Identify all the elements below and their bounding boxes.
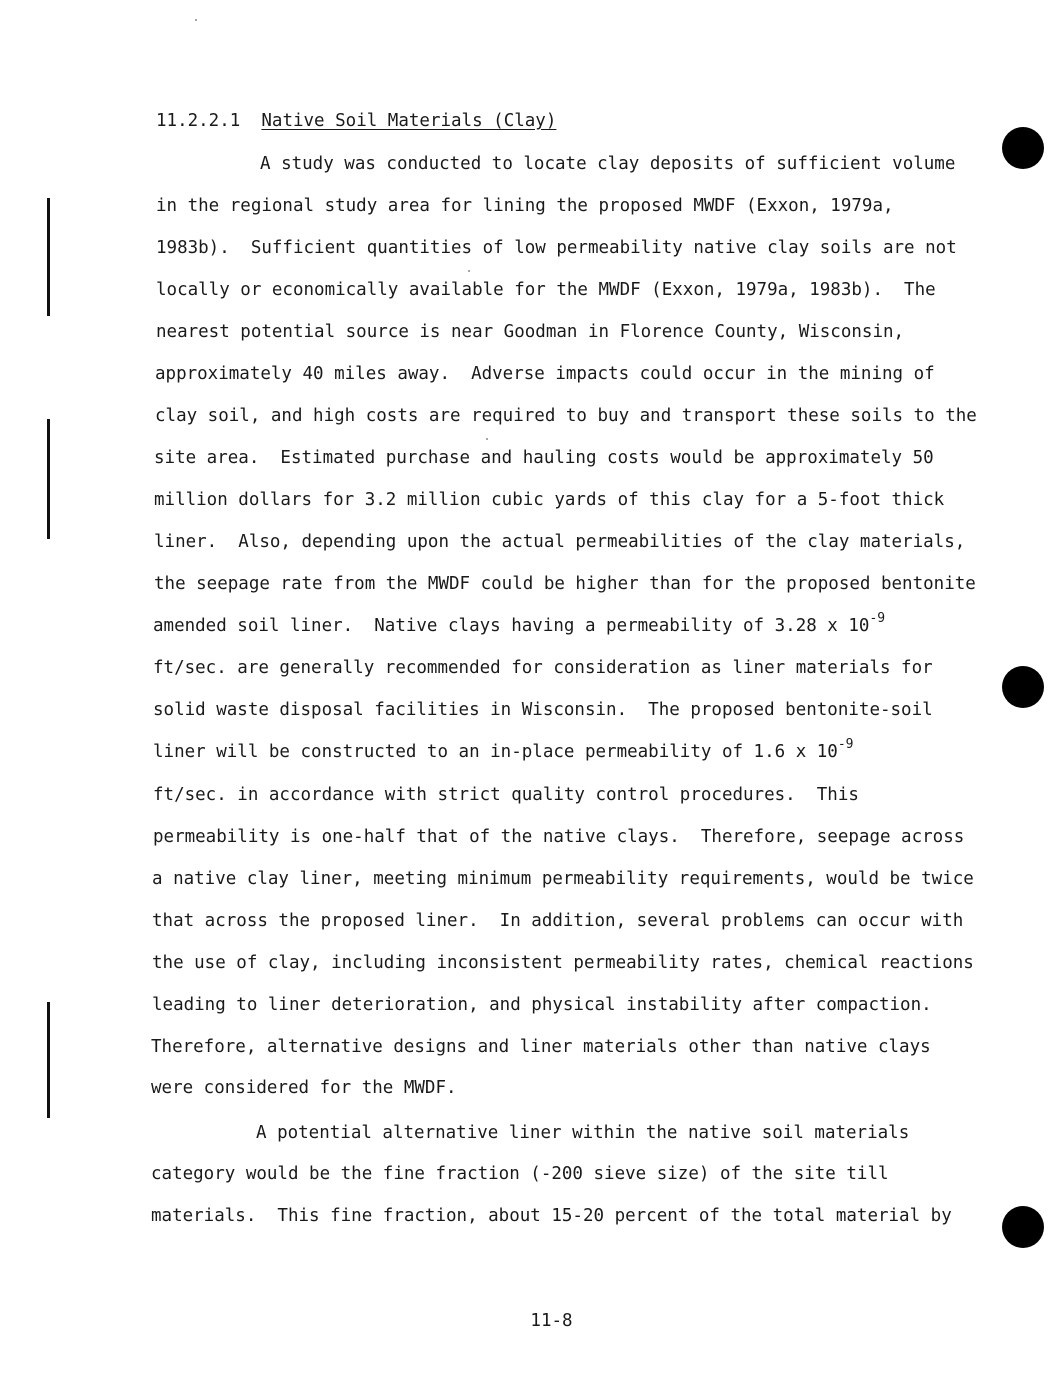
scan-speck: [468, 270, 470, 272]
revision-bar: [47, 419, 50, 539]
text-line: amended soil liner. Native clays having a permeability of 3.28 x 10: [153, 616, 870, 636]
text-line: liner will be constructed to an in-place permeability of 1.6 x 10: [153, 742, 838, 762]
text-line: solid waste disposal facilities in Wisconsin. The proposed bentonite-soil: [153, 700, 933, 720]
text-line: materials. This fine fraction, about 15-20 percent of the total material by: [151, 1206, 952, 1226]
text-line: site area. Estimated purchase and hauling costs would be approximately 50: [154, 448, 934, 468]
text-line: nearest potential source is near Goodman in Florence County, Wisconsin,: [156, 322, 905, 342]
revision-bar: [47, 198, 50, 316]
punch-hole: [1002, 1206, 1044, 1248]
section-heading: [156, 108, 556, 134]
text-line: clay soil, and high costs are required to buy and transport these soils to the: [155, 406, 977, 426]
text-line: approximately 40 miles away. Adverse impacts could occur in the mining of: [155, 364, 935, 384]
text-line: ft/sec. are generally recommended for consideration as liner materials for: [153, 658, 933, 678]
punch-hole: [1002, 127, 1044, 169]
text-line: were considered for the MWDF.: [151, 1078, 457, 1098]
text-line: Therefore, alternative designs and liner materials other than native clays: [151, 1037, 931, 1057]
text-line: the seepage rate from the MWDF could be higher than for the proposed bentonite: [154, 574, 976, 594]
text-line: A study was conducted to locate clay deposits of sufficient volume: [260, 154, 956, 174]
text-line: ft/sec. in accordance with strict quality control procedures. This: [153, 785, 859, 805]
text-line: liner. Also, depending upon the actual permeabilities of the clay materials,: [154, 532, 966, 552]
revision-bar: [47, 1002, 50, 1118]
text-line: in the regional study area for lining the proposed MWDF (Exxon, 1979a,: [156, 196, 894, 216]
section-title: Native Soil Materials (Clay): [261, 111, 557, 131]
text-line: 1983b). Sufficient quantities of low permeability native clay soils are not: [156, 238, 957, 258]
text-line: category would be the fine fraction (-200 sieve size) of the site till: [151, 1164, 889, 1184]
text-line: locally or economically available for the MWDF (Exxon, 1979a, 1983b). The: [156, 280, 936, 300]
text-line: that across the proposed liner. In addition, several problems can occur with: [152, 911, 964, 931]
text-line: leading to liner deterioration, and physical instability after compaction.: [152, 995, 932, 1015]
text-line: permeability is one-half that of the native clays. Therefore, seepage across: [153, 827, 965, 847]
text-line: A potential alternative liner within the native soil materials: [256, 1123, 910, 1143]
superscript-exponent: -9: [837, 737, 854, 752]
scan-speck: [486, 438, 488, 440]
superscript-exponent: -9: [869, 611, 886, 626]
page-number: 11-8: [530, 1311, 573, 1331]
text-line: a native clay liner, meeting minimum permeability requirements, would be twice: [152, 869, 974, 889]
scan-speck: [195, 19, 197, 21]
text-line: the use of clay, including inconsistent permeability rates, chemical reactions: [152, 953, 974, 973]
punch-hole: [1002, 666, 1044, 708]
section-number: 11.2.2.1: [156, 111, 241, 131]
text-line: million dollars for 3.2 million cubic yards of this clay for a 5-foot thick: [154, 490, 945, 510]
